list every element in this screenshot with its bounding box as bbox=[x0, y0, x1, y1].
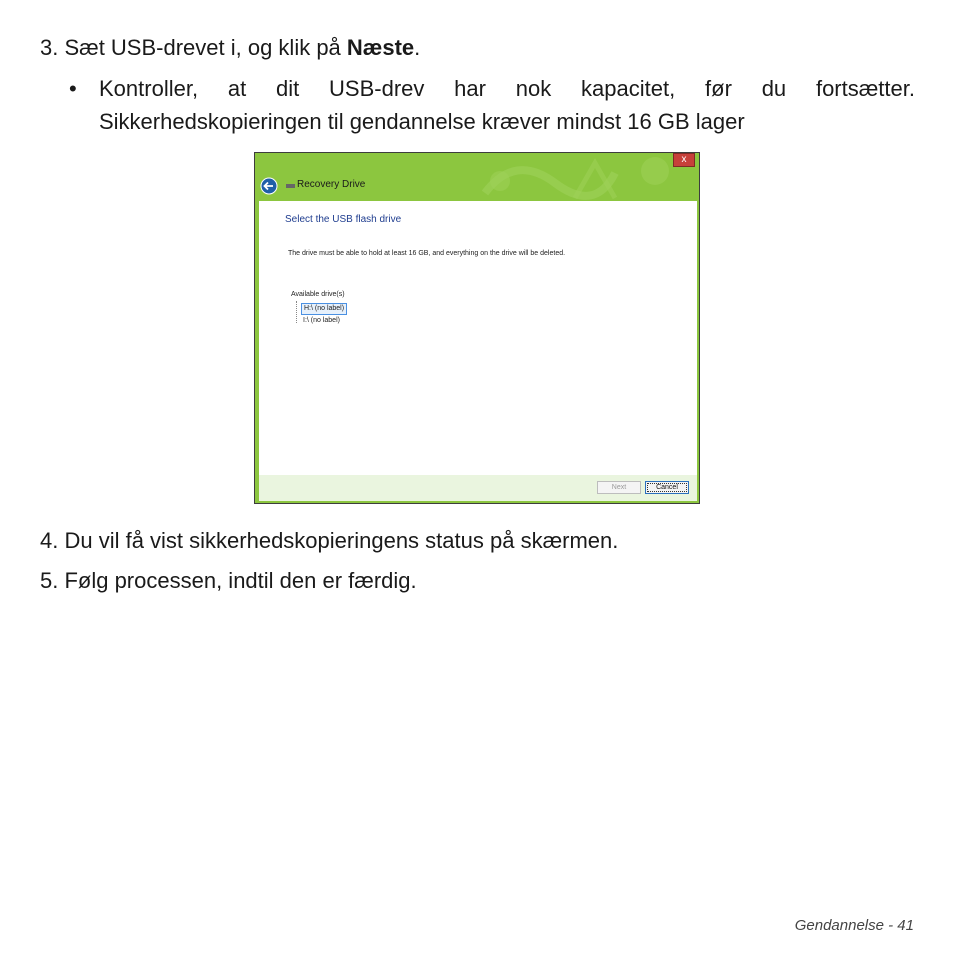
recovery-drive-window bbox=[254, 152, 700, 504]
window-title: Recovery Drive bbox=[297, 179, 366, 190]
dialog-button-bar bbox=[259, 475, 697, 501]
cancel-button[interactable]: Cancel bbox=[645, 481, 689, 494]
usb-drive-icon bbox=[286, 183, 296, 189]
tree-connector bbox=[296, 301, 298, 323]
dialog-description: The drive must be able to hold at least 16 GB, and everything on the drive will be deleted. bbox=[288, 250, 566, 257]
step-3-text: 3. Sæt USB-drevet i, og klik på bbox=[40, 35, 347, 60]
bullet-symbol: • bbox=[69, 76, 77, 101]
step-4: 4. Du vil få vist sikkerhedskopieringens status på skærmen. bbox=[40, 528, 619, 553]
window-background-decoration bbox=[255, 153, 700, 203]
step-5: 5. Følg processen, indtil den er færdig. bbox=[40, 568, 417, 593]
available-drives-label: Available drive(s) bbox=[291, 291, 345, 298]
next-button[interactable]: Next bbox=[597, 481, 641, 494]
close-button[interactable]: x bbox=[673, 153, 695, 167]
back-arrow-icon[interactable] bbox=[260, 177, 278, 195]
bullet-line-2: Sikkerhedskopieringen til gendannelse kræver mindst 16 GB lager bbox=[99, 109, 745, 134]
drive-item-i[interactable]: I:\ (no label) bbox=[303, 317, 340, 324]
drive-item-h[interactable]: H:\ (no label) bbox=[301, 303, 347, 315]
bullet-line-1: Kontroller, at dit USB-drev har nok kapacitet, før du fortsætter. bbox=[99, 76, 915, 101]
dialog-content bbox=[259, 201, 697, 501]
step-3-suffix: . bbox=[414, 35, 421, 60]
step-3-bold: Næste bbox=[346, 35, 415, 60]
page-footer: Gendannelse - 41 bbox=[794, 917, 914, 934]
step-3 bbox=[40, 35, 420, 61]
dialog-heading: Select the USB flash drive bbox=[285, 214, 402, 225]
